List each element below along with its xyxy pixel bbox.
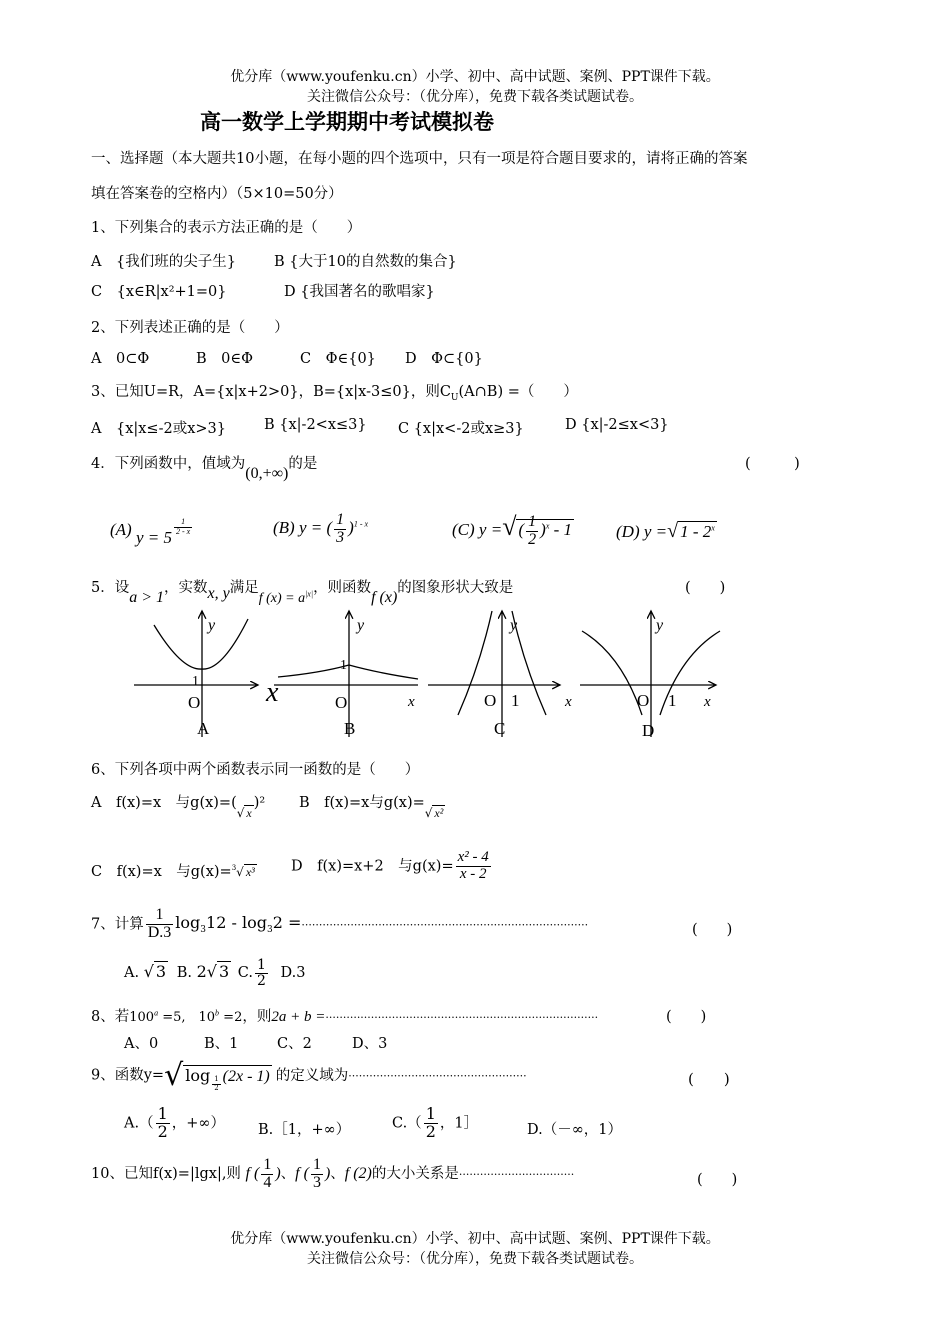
graph-d-x-label: x <box>704 694 711 710</box>
graph-b <box>274 611 418 738</box>
graph-b-label: B <box>344 719 356 738</box>
q1-option-c: C {x∈R|x²+1=0} <box>91 284 227 300</box>
q2-stem: 2、下列表述正确的是（ ） <box>91 320 289 336</box>
graph-d-y-label: y <box>656 617 664 634</box>
q3-option-a: A {x|x≤-2或x>3} <box>91 421 226 437</box>
graph-d-label: D <box>642 721 655 740</box>
graph-a-origin: O <box>188 693 201 712</box>
q9-stem: 9、函数y=√ log $\frac{1}{2}$ (2x - 1) 的定义域为··················································· <box>91 1058 527 1093</box>
graph-c <box>428 611 572 738</box>
graph-d <box>580 611 720 740</box>
graph-c-one: 1 <box>511 691 520 710</box>
q4-paren: ( ) <box>745 456 800 472</box>
section-intro-line1: 一、选择题（本大题共10小题，在每小题的四个选项中，只有一项是符合题目要求的，请将正确的答案 <box>91 151 748 167</box>
q1-option-b: B {大于10的自然数的集合} <box>274 254 457 270</box>
graph-b-x-label: x <box>408 694 415 710</box>
q8-option-d: D、3 <box>352 1036 388 1052</box>
q7-paren: ( ) <box>692 922 733 938</box>
q7-stem: 7、计算 $\frac{1}{D.3}$ $\log_312 - \log_32$ =·················································································· <box>91 906 589 941</box>
q5-paren: ( ) <box>685 580 726 596</box>
q3-option-d: D {x|-2≤x<3} <box>565 417 669 433</box>
q7-options: A. √ 3 B. 2√ 3 C. $\frac{1}{2}$ D.3 <box>124 957 306 989</box>
graph-d-origin: O <box>637 691 650 710</box>
header-line2: 关注微信公众号：（优分库），免费下载各类试题试卷。 <box>307 89 643 105</box>
header-line1: 优分库（www.youfenku.cn）小学、初中、高中试题、案例、PPT课件下载。 <box>230 69 720 85</box>
q9-option-b: B.［1，+∞） <box>258 1122 351 1138</box>
graph-c-label: C <box>494 719 506 738</box>
graph-d-one: 1 <box>668 691 677 710</box>
graph-a-curve <box>154 619 248 669</box>
graph-a-y-label: y <box>208 617 216 634</box>
graph-a-one: 1 <box>192 674 199 689</box>
q2-option-c: C Φ∈{0} <box>300 351 376 367</box>
q8-option-b: B、1 <box>204 1036 239 1052</box>
q1-option-a: A {我们班的尖子生} <box>91 254 236 270</box>
section-intro-line2: 填在答案卷的空格内）（5×10=50分） <box>91 186 343 202</box>
graph-b-curve <box>278 665 418 679</box>
q6-option-c: C f(x)=x 与g(x)=$^3$√ x³ <box>91 864 255 880</box>
q5-stem: 5．设a > 1，实数x, y满足f $(x) = a^{|x|}$，则函数f (x)的图象形状大致是 <box>91 580 514 606</box>
q8-paren: ( ) <box>666 1009 707 1025</box>
graph-b-y-label: y <box>357 617 365 634</box>
q8-option-c: C、2 <box>277 1036 312 1052</box>
q9-paren: ( ) <box>688 1070 730 1088</box>
graph-b-one: 1 <box>340 658 347 673</box>
q1-option-d: D {我国著名的歌唱家} <box>284 284 435 300</box>
graph-a <box>134 611 279 738</box>
q3-option-b: B {x|-2<x≤3} <box>264 417 367 433</box>
q5-graphs <box>120 605 730 745</box>
q1-stem: 1、下列集合的表示方法正确的是（ ） <box>91 220 362 236</box>
q9-option-c: C.（ $\frac{1}{2}$ ，1］ <box>392 1104 479 1141</box>
q3-option-c: C {x|x<-2或x≥3} <box>398 421 524 437</box>
footer-line2: 关注微信公众号：（优分库），免费下载各类试题试卷。 <box>307 1251 643 1267</box>
q9-option-a: A.（ $\frac{1}{2}$ ，+∞） <box>124 1104 226 1141</box>
q8-option-a: A、0 <box>124 1036 159 1052</box>
q4-option-d: (D) y =√ 1 - 2$^x$ <box>616 520 715 542</box>
graph-a-x-label: x <box>266 677 279 708</box>
q4-option-a: (A) y = 5 $\frac{1}{2 - x}$ <box>110 517 191 547</box>
q10-paren: ( ) <box>697 1172 738 1188</box>
q2-option-d: D Φ⊂{0} <box>405 351 483 367</box>
graph-c-origin: O <box>484 691 497 710</box>
q6-option-d: D f(x)=x+2 与g(x)= $\frac{\text{x² - 4}}{x - 2}$ <box>291 849 489 882</box>
graph-b-origin: O <box>335 693 348 712</box>
footer-line1: 优分库（www.youfenku.cn）小学、初中、高中试题、案例、PPT课件下载。 <box>230 1231 720 1247</box>
q3-stem: 3、已知U=R，A={x|x+2>0}，B={x|x-3≤0}，则$C_U(A\cap B)$ =（ ） <box>91 384 578 403</box>
q10-stem: 10、已知f(x)=|lgx|,则 f ( $\frac{1}{4}$ )、f ( $\frac{1}{3}$ )、f (2)的大小关系是································· <box>91 1156 575 1191</box>
graph-a-label: A <box>197 719 210 738</box>
q2-option-b: B 0∈Φ <box>196 351 254 367</box>
q4-stem: 4．下列函数中，值域为(0,+∞)的是 <box>91 456 318 482</box>
graph-c-y-label: y <box>510 617 518 634</box>
q4-option-b: (B) y = ( $\frac{1}{3}$ )$^{1 - x}$ <box>273 511 369 546</box>
q6-stem: 6、下列各项中两个函数表示同一函数的是（ ） <box>91 762 420 778</box>
q6-option-b: B f(x)=x与$g(x)=_{√ x^2}$ <box>299 795 444 820</box>
q4-option-c: (C) y =√ ( $\frac{1}{2}$ )$^x$ - 1 <box>452 512 573 548</box>
q9-option-d: D.（－∞，1） <box>527 1122 623 1138</box>
graph-d-curve-left <box>582 631 642 715</box>
q6-option-a: A f(x)=x 与$g(x)=(_{√ x})^2$ <box>91 795 266 820</box>
graph-c-x-label: x <box>565 694 572 710</box>
q2-option-a: A 0⊂Φ <box>91 351 150 367</box>
q8-stem: 8、若$100^a =5$, $10^b =2$，则2a + b =·············································································· <box>91 1008 599 1025</box>
page-title: 高一数学上学期期中考试模拟卷 <box>200 109 494 134</box>
